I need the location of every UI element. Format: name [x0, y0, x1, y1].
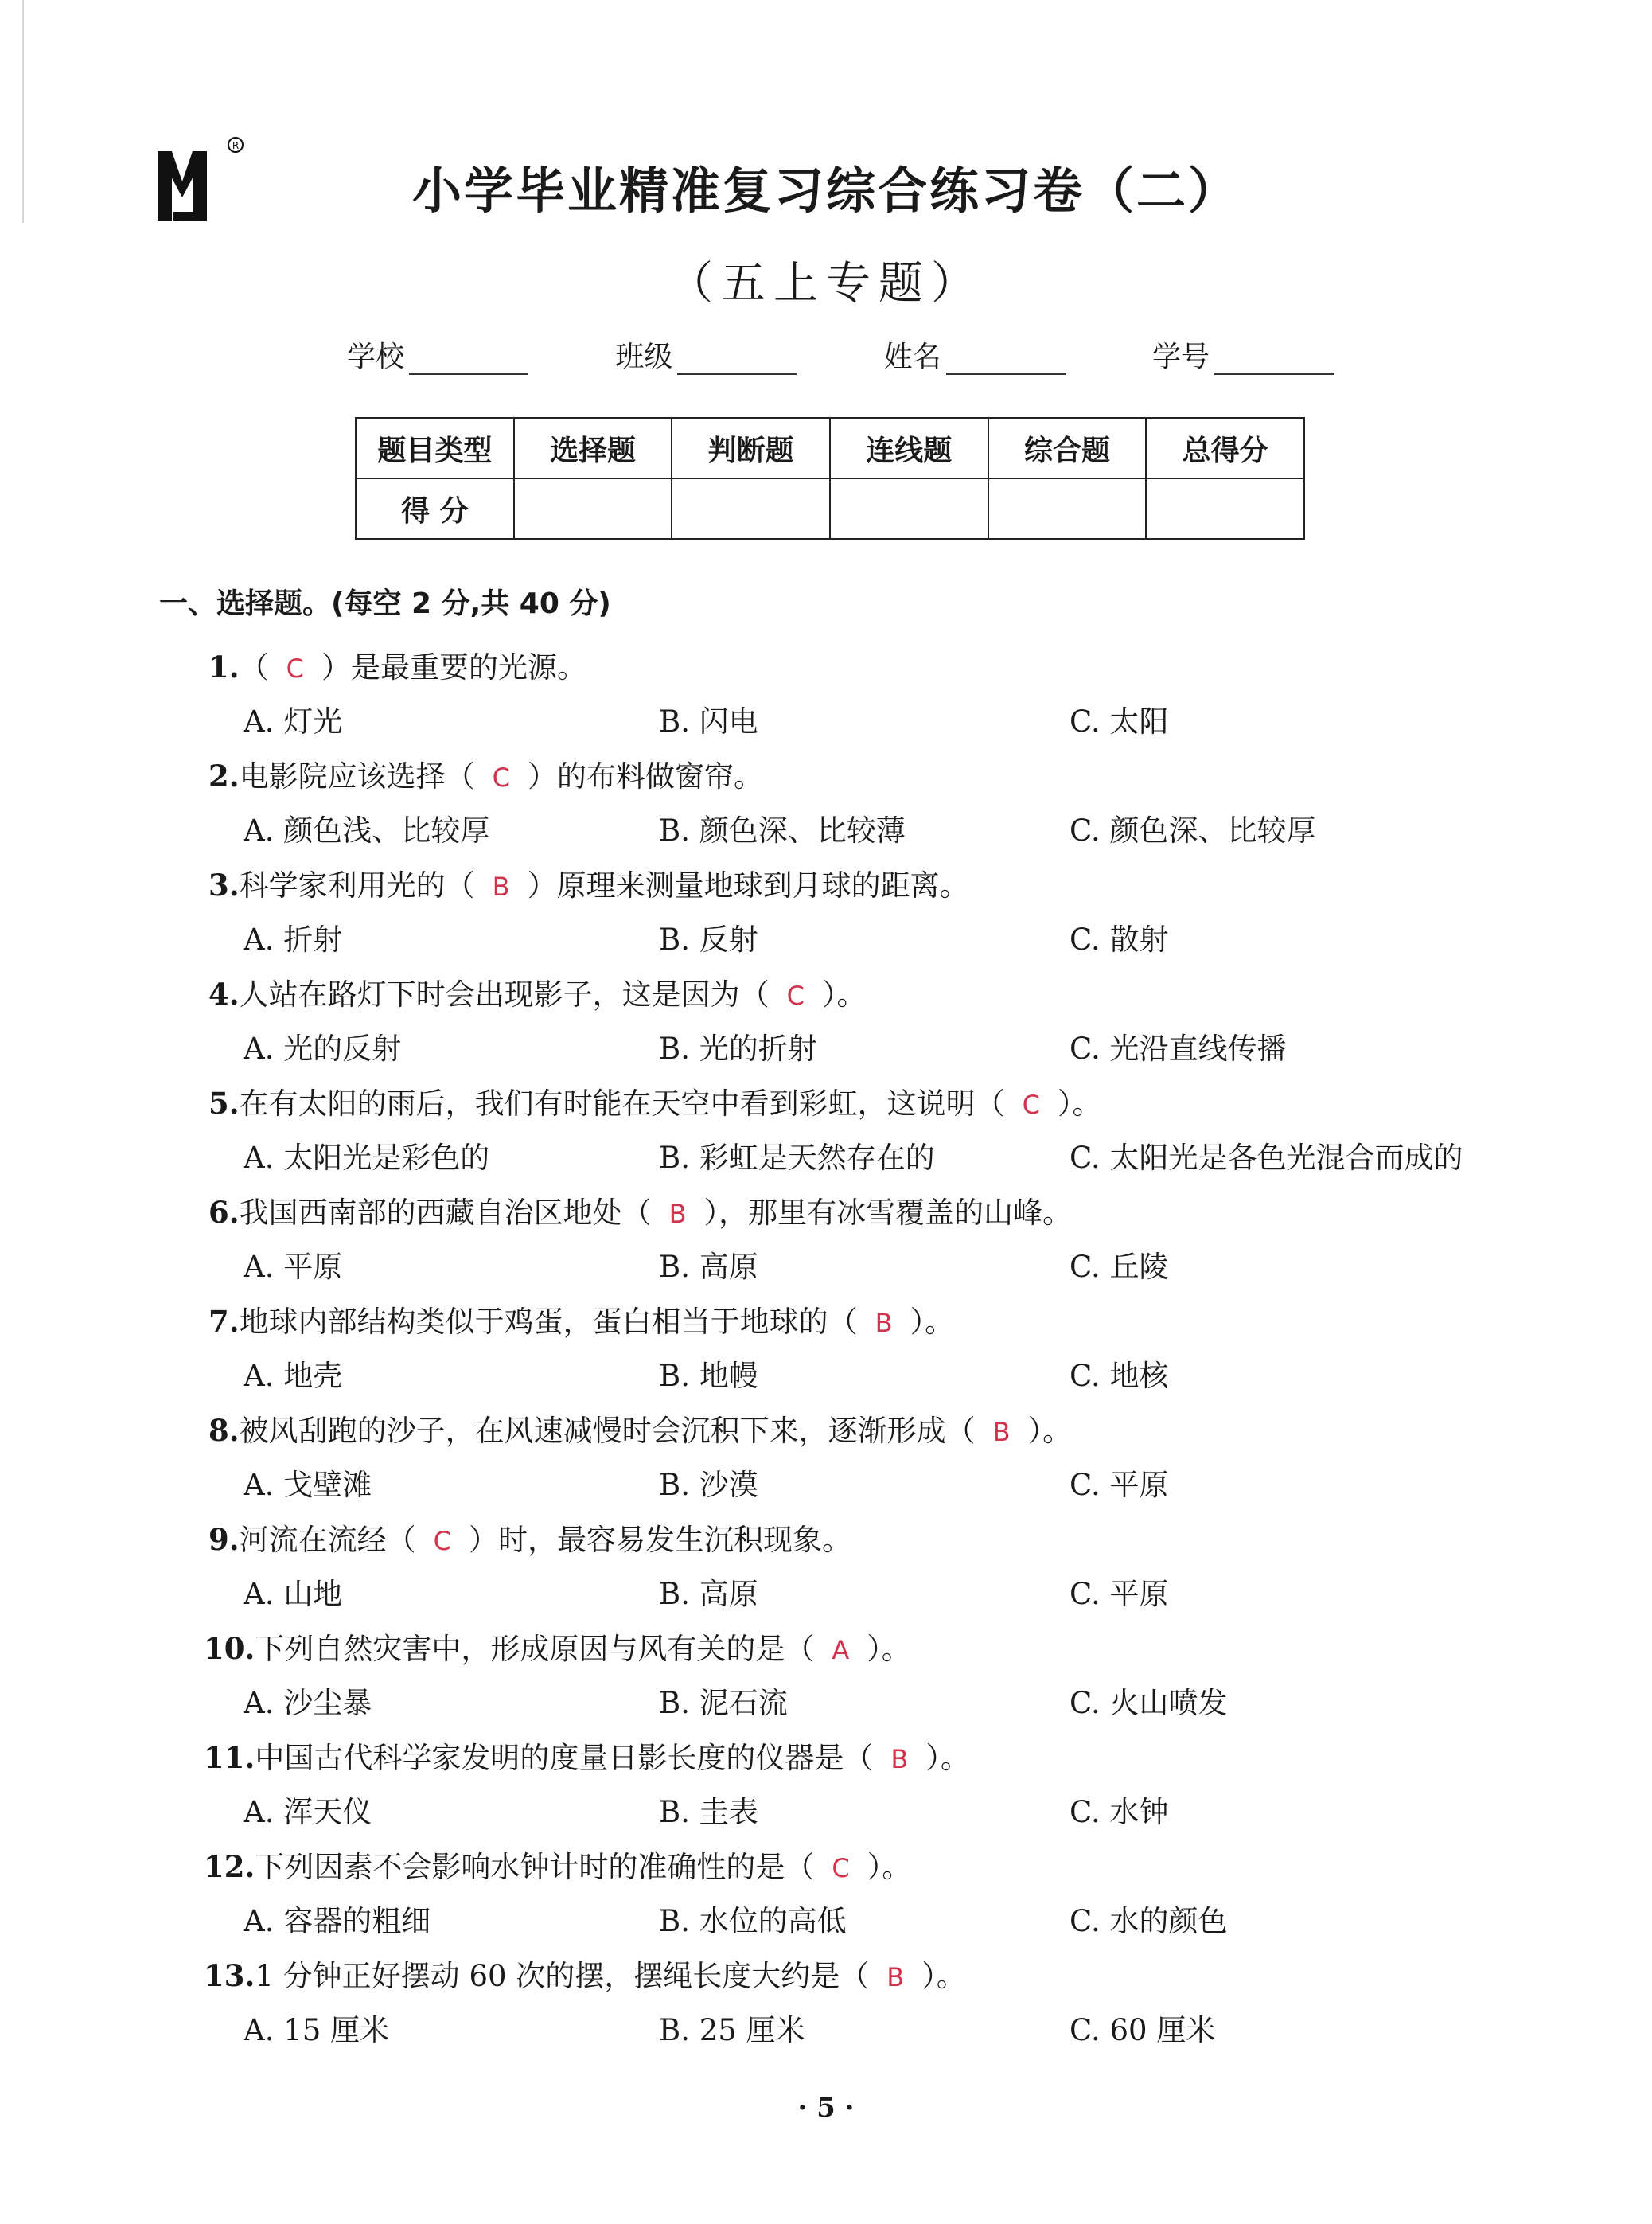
answer-mark[interactable]: B — [668, 1199, 687, 1229]
name-label: 姓名 — [883, 341, 941, 373]
option-a[interactable]: A. 15 厘米 — [244, 2013, 390, 2047]
question-text-before: 下列因素不会影响水钟计时的准确性的是（ — [255, 1850, 815, 1884]
answer-mark[interactable]: C — [1022, 1090, 1040, 1120]
option-b[interactable]: B. 高原 — [659, 1250, 758, 1284]
score-header-cell: 判断题 — [672, 418, 830, 478]
question-1 — [208, 643, 586, 686]
option-a[interactable]: A. 戈壁滩 — [244, 1468, 372, 1502]
option-a[interactable]: A. 容器的粗细 — [244, 1904, 431, 1938]
class-label: 班级 — [615, 341, 673, 373]
class-field[interactable] — [615, 334, 797, 375]
score-row-label: 得 分 — [356, 478, 514, 539]
name-field[interactable] — [884, 334, 1066, 375]
question-text-before: 1 分钟正好摆动 60 次的摆，摆绳长度大约是（ — [255, 1959, 870, 1993]
question-text-after: ），那里有冰雪覆盖的山峰。 — [703, 1196, 1073, 1230]
option-c[interactable]: C. 颜色深、比较厚 — [1070, 814, 1316, 848]
answer-mark[interactable]: C — [832, 1853, 850, 1883]
svg-text:R: R — [232, 140, 240, 151]
student-info-row — [347, 334, 1334, 375]
option-c[interactable]: C. 水钟 — [1070, 1795, 1169, 1829]
option-c[interactable]: C. 60 厘米 — [1070, 2013, 1216, 2047]
option-b[interactable]: B. 泥石流 — [659, 1686, 788, 1720]
question-text-before: 下列自然灾害中，形成原因与风有关的是（ — [255, 1632, 815, 1666]
question-number: 1. — [208, 650, 240, 685]
question-text-before: 中国古代科学家发明的度量日影长度的仪器是（ — [255, 1741, 874, 1775]
question-3 — [208, 861, 969, 904]
question-number: 3. — [208, 868, 240, 903]
answer-mark[interactable]: C — [492, 763, 510, 793]
score-table — [355, 417, 1305, 540]
question-number: 7. — [208, 1304, 240, 1339]
question-text-after: ）。 — [925, 1741, 970, 1775]
score-header-cell: 连线题 — [830, 418, 988, 478]
score-header-cell: 总得分 — [1146, 418, 1304, 478]
question-text-after: ）。 — [867, 1632, 911, 1666]
question-number: 11. — [204, 1740, 255, 1775]
score-header-cell: 综合题 — [988, 418, 1147, 478]
option-c[interactable]: C. 地核 — [1070, 1359, 1169, 1393]
answer-mark[interactable]: B — [992, 1417, 1011, 1447]
question-11 — [204, 1734, 970, 1777]
question-10 — [204, 1625, 911, 1668]
option-a[interactable]: A. 颜色浅、比较厚 — [244, 814, 490, 848]
option-a[interactable]: A. 光的反射 — [244, 1032, 402, 1066]
option-c[interactable]: C. 水的颜色 — [1070, 1904, 1228, 1938]
question-text-after: ）的布料做窗帘。 — [527, 759, 763, 794]
option-b[interactable]: B. 闪电 — [659, 704, 758, 739]
option-a[interactable]: A. 山地 — [244, 1577, 343, 1611]
question-text-before: 在有太阳的雨后，我们有时能在天空中看到彩虹，这说明（ — [239, 1087, 1005, 1121]
score-cell[interactable] — [988, 478, 1147, 539]
class-blank[interactable] — [677, 341, 797, 375]
answer-mark[interactable]: B — [890, 1744, 909, 1774]
score-header-row — [356, 418, 1304, 478]
question-7 — [208, 1297, 954, 1340]
question-9 — [208, 1516, 851, 1559]
question-12 — [204, 1843, 911, 1886]
question-text-after: ）。 — [921, 1959, 966, 1993]
answer-mark[interactable]: B — [875, 1308, 893, 1338]
option-b[interactable]: B. 25 厘米 — [659, 2013, 805, 2047]
option-c[interactable]: C. 散射 — [1070, 923, 1169, 957]
question-text-before: 河流在流经（ — [239, 1523, 416, 1557]
school-blank[interactable] — [409, 341, 528, 375]
question-text-after: ）。 — [1027, 1414, 1073, 1448]
option-b[interactable]: B. 反射 — [659, 923, 758, 957]
question-text-after: ）。 — [910, 1305, 955, 1339]
question-number: 6. — [208, 1195, 240, 1230]
option-b[interactable]: B. 水位的高低 — [659, 1904, 847, 1938]
score-header-cell: 选择题 — [514, 418, 672, 478]
option-c[interactable]: C. 平原 — [1070, 1577, 1169, 1611]
question-text-before: （ — [239, 650, 269, 685]
option-b[interactable]: B. 彩虹是天然存在的 — [659, 1141, 935, 1175]
question-text-before: 我国西南部的西藏自治区地处（ — [239, 1196, 652, 1230]
score-cell[interactable] — [672, 478, 830, 539]
question-text-after: ）是最重要的光源。 — [321, 650, 586, 685]
option-b[interactable]: B. 沙漠 — [659, 1468, 758, 1502]
option-c[interactable]: C. 丘陵 — [1070, 1250, 1169, 1284]
name-blank[interactable] — [946, 341, 1066, 375]
question-number: 2. — [208, 759, 240, 794]
question-text-after: ）。 — [867, 1850, 912, 1884]
option-c[interactable]: C. 太阳光是各色光混合而成的 — [1070, 1141, 1463, 1175]
option-b[interactable]: B. 地幔 — [659, 1359, 758, 1393]
question-number: 13. — [204, 1958, 255, 1993]
score-header-cell: 题目类型 — [356, 418, 514, 478]
question-text-after: ）时，最容易发生沉积现象。 — [468, 1523, 851, 1557]
score-cell[interactable] — [830, 478, 988, 539]
option-a[interactable]: A. 地壳 — [244, 1359, 343, 1393]
answer-mark[interactable]: B — [492, 872, 510, 902]
option-a[interactable]: A. 太阳光是彩色的 — [244, 1141, 490, 1175]
student-id-blank[interactable] — [1214, 341, 1334, 375]
question-2 — [208, 752, 763, 795]
option-c[interactable]: C. 太阳 — [1070, 704, 1169, 739]
option-b[interactable]: B. 光的折射 — [659, 1032, 817, 1066]
school-field[interactable] — [347, 334, 528, 375]
option-b[interactable]: B. 圭表 — [659, 1795, 758, 1829]
answer-mark[interactable]: C — [286, 654, 304, 684]
option-a[interactable]: A. 沙尘暴 — [244, 1686, 372, 1720]
question-text-before: 人站在路灯下时会出现影子，这是因为（ — [239, 977, 770, 1012]
page-number: · 5 · — [797, 2092, 855, 2124]
student-id-field[interactable] — [1152, 334, 1334, 375]
score-cell[interactable] — [514, 478, 672, 539]
option-b[interactable]: B. 高原 — [659, 1577, 758, 1611]
score-cell[interactable] — [1146, 478, 1304, 539]
answer-mark[interactable]: A — [832, 1635, 850, 1665]
question-text-before: 地球内部结构类似于鸡蛋，蛋白相当于地球的（ — [239, 1305, 858, 1339]
option-c[interactable]: C. 平原 — [1070, 1468, 1169, 1502]
option-a[interactable]: A. 平原 — [244, 1250, 343, 1284]
question-6 — [208, 1188, 1072, 1231]
option-a[interactable]: A. 灯光 — [244, 704, 343, 739]
question-text-before: 被风刮跑的沙子，在风速减慢时会沉积下来，逐渐形成（ — [239, 1414, 976, 1448]
option-b[interactable]: B. 颜色深、比较薄 — [659, 814, 906, 848]
answer-mark[interactable]: C — [786, 981, 805, 1011]
question-number: 4. — [208, 977, 240, 1012]
option-a[interactable]: A. 浑天仪 — [244, 1795, 372, 1829]
question-5 — [208, 1079, 1101, 1122]
question-number: 9. — [208, 1522, 240, 1557]
question-text-after: ）。 — [1057, 1087, 1102, 1121]
option-c[interactable]: C. 火山喷发 — [1070, 1686, 1228, 1720]
question-text-before: 科学家利用光的（ — [239, 868, 475, 903]
answer-mark[interactable]: C — [433, 1526, 451, 1556]
question-number: 8. — [208, 1413, 240, 1448]
section-heading: 一、选择题。(每空 2 分,共 40 分) — [159, 587, 611, 620]
answer-mark[interactable]: B — [886, 1962, 905, 1992]
option-a[interactable]: A. 折射 — [244, 923, 343, 957]
question-number: 10. — [204, 1631, 255, 1666]
question-text-after: ）。 — [821, 977, 867, 1012]
question-text-before: 电影院应该选择（ — [239, 759, 475, 794]
page-subtitle: （五上专题） — [668, 258, 984, 310]
question-8 — [208, 1407, 1072, 1450]
school-label: 学校 — [347, 341, 405, 373]
question-number: 5. — [208, 1086, 240, 1121]
question-13 — [204, 1952, 966, 1995]
question-4 — [208, 970, 866, 1013]
question-number: 12. — [204, 1849, 255, 1884]
question-text-after: ）原理来测量地球到月球的距离。 — [527, 868, 969, 903]
page-title: 小学毕业精准复习综合练习卷（二） — [411, 162, 1240, 220]
option-c[interactable]: C. 光沿直线传播 — [1070, 1032, 1287, 1066]
student-id-label: 学号 — [1151, 341, 1210, 373]
score-value-row — [356, 478, 1304, 539]
